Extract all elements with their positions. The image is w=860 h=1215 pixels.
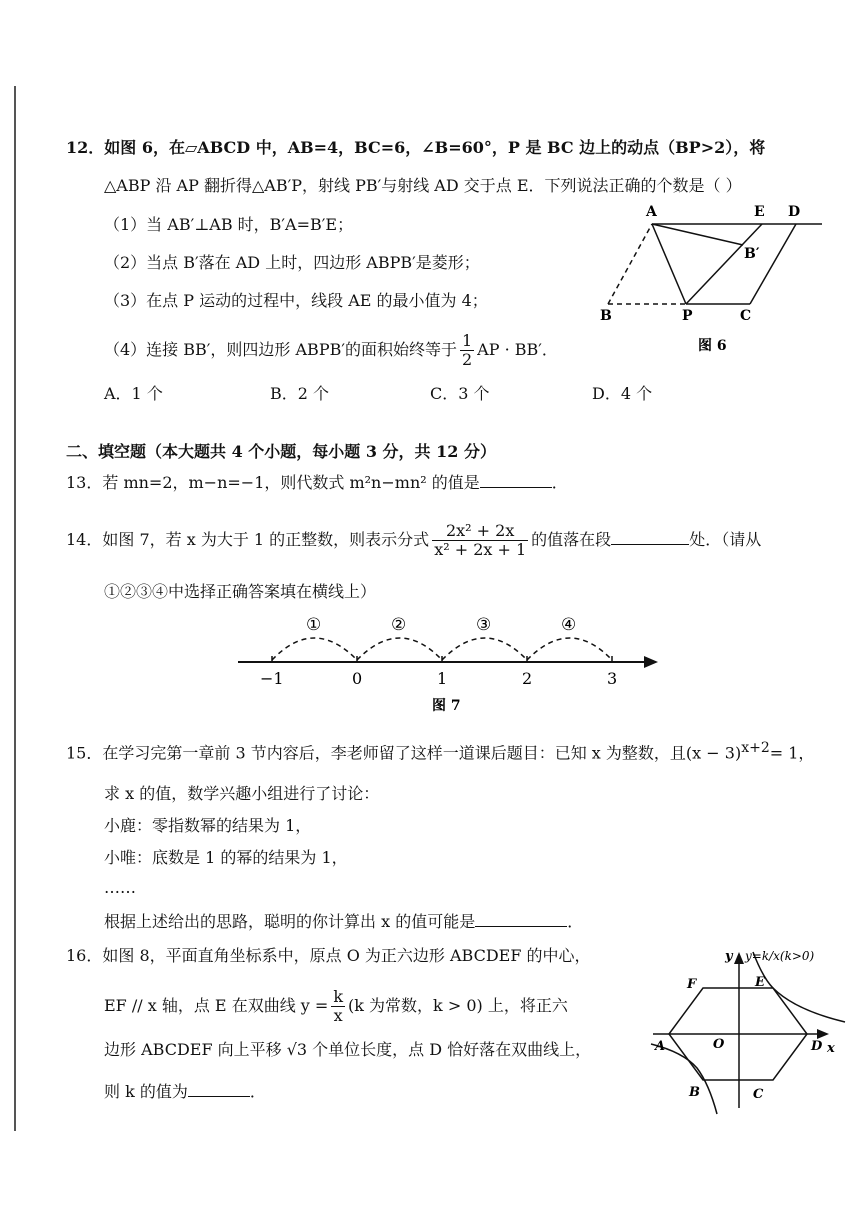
q16-line4-text: 则 k 的值为 xyxy=(104,1082,188,1101)
segment-ap xyxy=(652,224,686,304)
label-e: E xyxy=(754,204,765,220)
segment-label-2: ② xyxy=(391,615,407,635)
tick-label-3: 3 xyxy=(607,669,618,688)
segment-arc-2 xyxy=(357,638,442,660)
label-b: B xyxy=(600,308,612,324)
label-e: E xyxy=(755,975,765,990)
tick-label-1: 1 xyxy=(437,669,448,688)
q14-pre: 14．如图 7，若 x 为大于 1 的正整数，则表示分式 xyxy=(66,530,430,549)
figure-7-number-line xyxy=(230,606,670,716)
figure-7-caption: 图 7 xyxy=(432,698,461,714)
q12-option-a[interactable]: A．1 个 xyxy=(104,384,163,403)
q15-expr-end: = 1， xyxy=(769,743,815,763)
q12-line2: △ABP 沿 AP 翻折得△AB′P，射线 PB′与射线 AD 交于点 E．下列说法正确的个数是（ ） xyxy=(104,176,742,195)
q14-answer-blank[interactable] xyxy=(611,544,689,545)
q16-line2-pre: EF // x 轴，点 E 在双曲线 y = xyxy=(104,996,329,1015)
q16-line2-post: (k 为常数，k > 0) 上，将正六 xyxy=(348,996,568,1015)
fraction-denominator: x² + 2x + 1 xyxy=(434,540,527,559)
q15-line2: 求 x 的值，数学兴趣小组进行了讨论： xyxy=(104,784,380,803)
q14-mid: 的值落在段 xyxy=(531,530,612,549)
fraction-numerator: k xyxy=(333,987,344,1006)
q12-option-c[interactable]: C．3 个 xyxy=(430,384,490,403)
q16-fraction xyxy=(331,988,345,1025)
q12-line1: 12．如图 6，在▱ABCD 中，AB=4，BC=6，∠B=60°，P 是 BC 边上的动点（BP>2），将 xyxy=(66,138,766,157)
q14-post: 处．（请从 xyxy=(689,530,762,549)
label-f: F xyxy=(687,977,697,992)
label-a: A xyxy=(655,1039,666,1054)
section-2-heading: 二、填空题（本大题共 4 个小题，每小题 3 分，共 12 分） xyxy=(66,442,496,461)
q14-line2: ①②③④中选择正确答案填在横线上） xyxy=(104,582,377,601)
segment-label-1: ① xyxy=(306,615,322,635)
x-axis-arrow xyxy=(817,1029,829,1039)
q15-line6 xyxy=(104,910,583,934)
q15-end: ． xyxy=(567,912,584,931)
q15-line3: 小鹿：零指数幂的结果为 1， xyxy=(104,816,312,835)
segment-label-4: ④ xyxy=(561,615,577,635)
figure-6-parallelogram xyxy=(590,200,830,360)
fraction-numerator: 2x² + 2x xyxy=(432,522,528,541)
q12-option-b[interactable]: B．2 个 xyxy=(270,384,330,403)
q13-end: ． xyxy=(551,473,568,492)
q12-s4-post: AP · BB′． xyxy=(477,340,558,359)
figure-8-hexagon xyxy=(645,938,850,1118)
q12-statement-3: （3）在点 P 运动的过程中，线段 AE 的最小值为 4； xyxy=(104,291,488,310)
label-c: C xyxy=(740,308,752,324)
tick-label-neg1: −1 xyxy=(260,669,284,688)
q12-s4-pre: （4）连接 BB′，则四边形 ABPB′的面积始终等于 xyxy=(104,340,457,359)
segment-abprime xyxy=(652,224,743,245)
segment-label-3: ③ xyxy=(476,615,492,635)
tick-label-2: 2 xyxy=(522,669,533,688)
segment-ab-dashed xyxy=(608,224,652,304)
tick-label-0: 0 xyxy=(352,669,363,688)
q15-line4: 小唯：底数是 1 的幂的结果为 1， xyxy=(104,848,348,867)
axis-label-y: y xyxy=(725,949,733,964)
figure-6-caption: 图 6 xyxy=(698,338,727,354)
label-p: P xyxy=(682,308,693,324)
q15-line1 xyxy=(66,736,814,765)
segment-arc-1 xyxy=(272,638,357,660)
q12-s4-fraction xyxy=(460,332,474,369)
q12-statement-2: （2）当点 B′落在 AD 上时，四边形 ABPB′是菱形； xyxy=(104,253,480,272)
label-o: O xyxy=(713,1037,725,1052)
curve-label: y=k/x(k>0) xyxy=(745,949,815,963)
q12-statement-1: （1）当 AB′⊥AB 时，B′A=B′E； xyxy=(104,215,354,234)
fraction-denominator: x xyxy=(333,1006,343,1025)
label-d: D xyxy=(788,204,801,220)
fraction-numerator: 1 xyxy=(461,331,473,350)
q14-fraction xyxy=(432,522,528,559)
q13 xyxy=(66,471,568,495)
segment-arc-4 xyxy=(527,638,612,660)
axis-label-x: x xyxy=(827,1041,835,1056)
q16-line2 xyxy=(104,984,568,1028)
q16-line1: 16．如图 8，平面直角坐标系中，原点 O 为正六边形 ABCDEF 的中心， xyxy=(66,946,591,965)
q12-statement-4 xyxy=(104,330,558,370)
label-c: C xyxy=(753,1087,764,1102)
q16-line3: 边形 ABCDEF 向上平移 √3 个单位长度，点 D 恰好落在双曲线上， xyxy=(104,1040,592,1059)
segment-cd xyxy=(750,224,796,304)
label-b: B xyxy=(689,1085,700,1100)
q15-expr-base: (x − 3) xyxy=(685,743,742,763)
axis-arrow xyxy=(644,656,658,668)
q12-option-d[interactable]: D．4 个 xyxy=(592,384,653,403)
q13-text: 13．若 mn=2，m−n=−1，则代数式 m²n−mn² 的值是 xyxy=(66,473,480,492)
q15-line6-text: 根据上述给出的思路，聪明的你计算出 x 的值可能是 xyxy=(104,912,476,931)
q15-answer-blank[interactable] xyxy=(475,926,567,927)
q15-line1-text: 15．在学习完第一章前 3 节内容后，李老师留了这样一道课后题目：已知 x 为整数，且 xyxy=(66,743,686,763)
page-left-edge xyxy=(14,86,16,1131)
q16-end: ． xyxy=(249,1082,266,1101)
y-axis-arrow xyxy=(734,952,744,964)
label-d: D xyxy=(811,1039,823,1054)
q14-line1 xyxy=(66,518,761,562)
segment-arc-3 xyxy=(442,638,527,660)
fraction-denominator: 2 xyxy=(461,350,473,369)
ray-pe xyxy=(686,224,762,304)
label-bprime: B′ xyxy=(744,246,760,262)
q16-line4 xyxy=(104,1080,266,1104)
q16-answer-blank[interactable] xyxy=(188,1096,250,1097)
q13-answer-blank[interactable] xyxy=(480,487,552,488)
q15-line5: …… xyxy=(104,878,136,897)
label-a: A xyxy=(646,204,657,220)
q15-expr-exponent: x+2 xyxy=(741,740,770,756)
